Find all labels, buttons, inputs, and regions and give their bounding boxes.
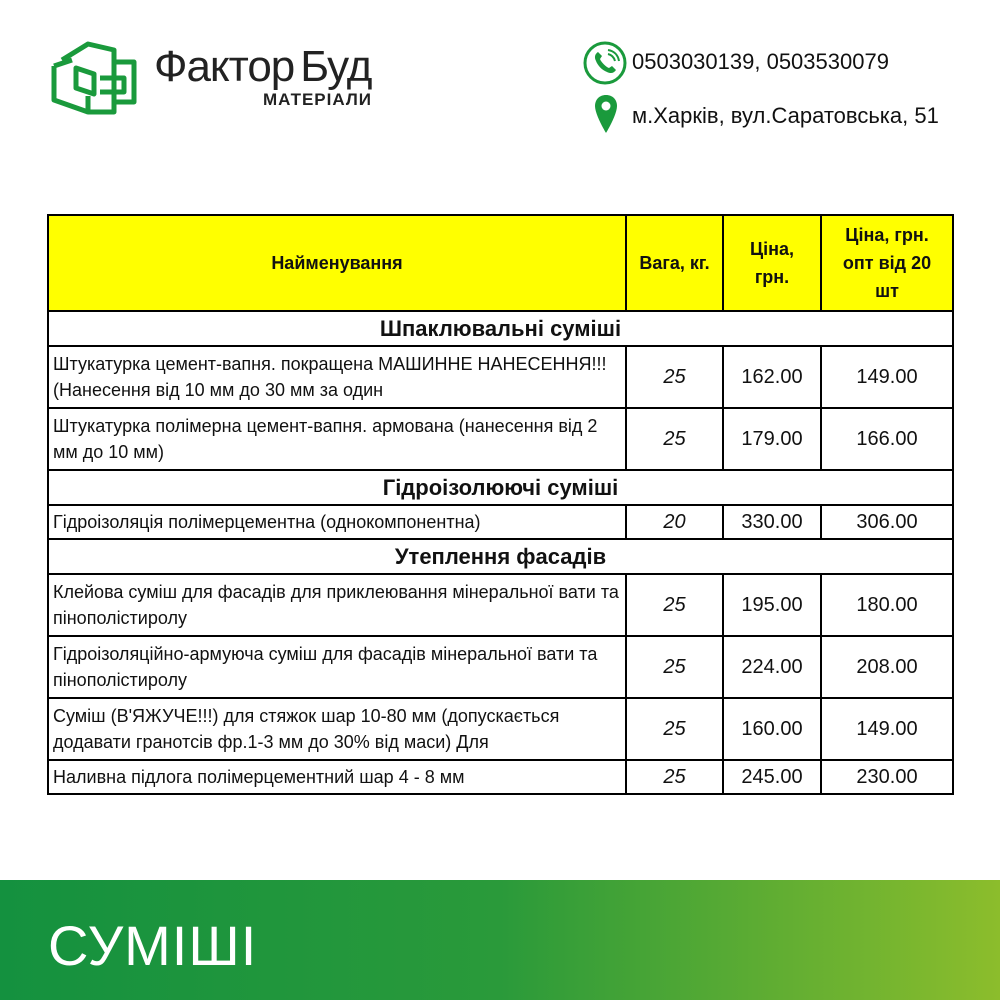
product-wholesale-price: 166.00 bbox=[821, 408, 953, 470]
product-weight: 25 bbox=[626, 636, 723, 698]
product-weight: 25 bbox=[626, 760, 723, 794]
product-name: Суміш (В'ЯЖУЧЕ!!!) для стяжок шар 10-80 мм (допускається додавати гранотсів фр.1-3 мм до 30% від маси) Для bbox=[48, 698, 626, 760]
product-weight: 25 bbox=[626, 698, 723, 760]
building-logo-icon bbox=[48, 38, 140, 118]
product-weight: 25 bbox=[626, 574, 723, 636]
table-header-row bbox=[48, 215, 953, 311]
phone-icon bbox=[582, 40, 628, 86]
product-price: 224.00 bbox=[723, 636, 821, 698]
product-price: 162.00 bbox=[723, 346, 821, 408]
product-name: Штукатурка полімерна цемент-вапня. армована (нанесення від 2 мм до 10 мм) bbox=[48, 408, 626, 470]
product-weight: 25 bbox=[626, 346, 723, 408]
product-wholesale-price: 149.00 bbox=[821, 346, 953, 408]
section-row bbox=[48, 539, 953, 574]
table-row bbox=[48, 636, 953, 698]
product-price: 330.00 bbox=[723, 505, 821, 539]
section-row bbox=[48, 470, 953, 505]
product-wholesale-price: 208.00 bbox=[821, 636, 953, 698]
map-pin-icon bbox=[594, 94, 618, 134]
col-header-name: Найменування bbox=[48, 215, 626, 311]
section-title: Шпаклювальні суміші bbox=[48, 311, 953, 346]
brand-name-part1: Фактор bbox=[154, 42, 295, 91]
table-row bbox=[48, 408, 953, 470]
section-title: Утеплення фасадів bbox=[48, 539, 953, 574]
product-price: 160.00 bbox=[723, 698, 821, 760]
price-table bbox=[47, 214, 954, 795]
product-weight: 25 bbox=[626, 408, 723, 470]
footer-banner bbox=[0, 880, 1000, 1000]
product-wholesale-price: 230.00 bbox=[821, 760, 953, 794]
product-name: Клейова суміш для фасадів для приклеювання мінеральної вати та пінополістиролу bbox=[48, 574, 626, 636]
col-header-price: Ціна, грн. bbox=[723, 215, 821, 311]
product-wholesale-price: 180.00 bbox=[821, 574, 953, 636]
product-wholesale-price: 149.00 bbox=[821, 698, 953, 760]
category-title: СУМІШІ bbox=[48, 914, 258, 977]
table-row bbox=[48, 505, 953, 539]
table-row bbox=[48, 698, 953, 760]
brand-logo bbox=[48, 38, 388, 118]
table-row bbox=[48, 346, 953, 408]
product-name: Штукатурка цемент-вапня. покращена МАШИННЕ НАНЕСЕННЯ!!! (Нанесення від 10 мм до 30 мм за один bbox=[48, 346, 626, 408]
product-price: 195.00 bbox=[723, 574, 821, 636]
table-row bbox=[48, 574, 953, 636]
product-wholesale-price: 306.00 bbox=[821, 505, 953, 539]
brand-wordmark bbox=[154, 42, 371, 92]
product-name: Гідроізоляційно-армуюча суміш для фасадів мінеральної вати та пінополістиролу bbox=[48, 636, 626, 698]
product-name: Наливна підлога полімерцементний шар 4 - 8 мм bbox=[48, 760, 626, 794]
address-text: м.Харків, вул.Саратовська, 51 bbox=[632, 103, 939, 128]
section-title: Гідроізолюючі суміші bbox=[48, 470, 953, 505]
product-weight: 20 bbox=[626, 505, 723, 539]
phone-numbers[interactable]: 0503030139, 0503530079 bbox=[632, 49, 889, 74]
product-price: 245.00 bbox=[723, 760, 821, 794]
table-row bbox=[48, 760, 953, 794]
product-name: Гідроізоляція полімерцементна (однокомпонентна) bbox=[48, 505, 626, 539]
brand-name-part2: Буд bbox=[300, 42, 372, 91]
brand-subtitle: МАТЕРІАЛИ bbox=[262, 90, 372, 109]
col-header-wholesale-price: Ціна, грн. опт від 20 шт bbox=[821, 215, 953, 311]
col-header-weight: Вага, кг. bbox=[626, 215, 723, 311]
section-row bbox=[48, 311, 953, 346]
product-price: 179.00 bbox=[723, 408, 821, 470]
